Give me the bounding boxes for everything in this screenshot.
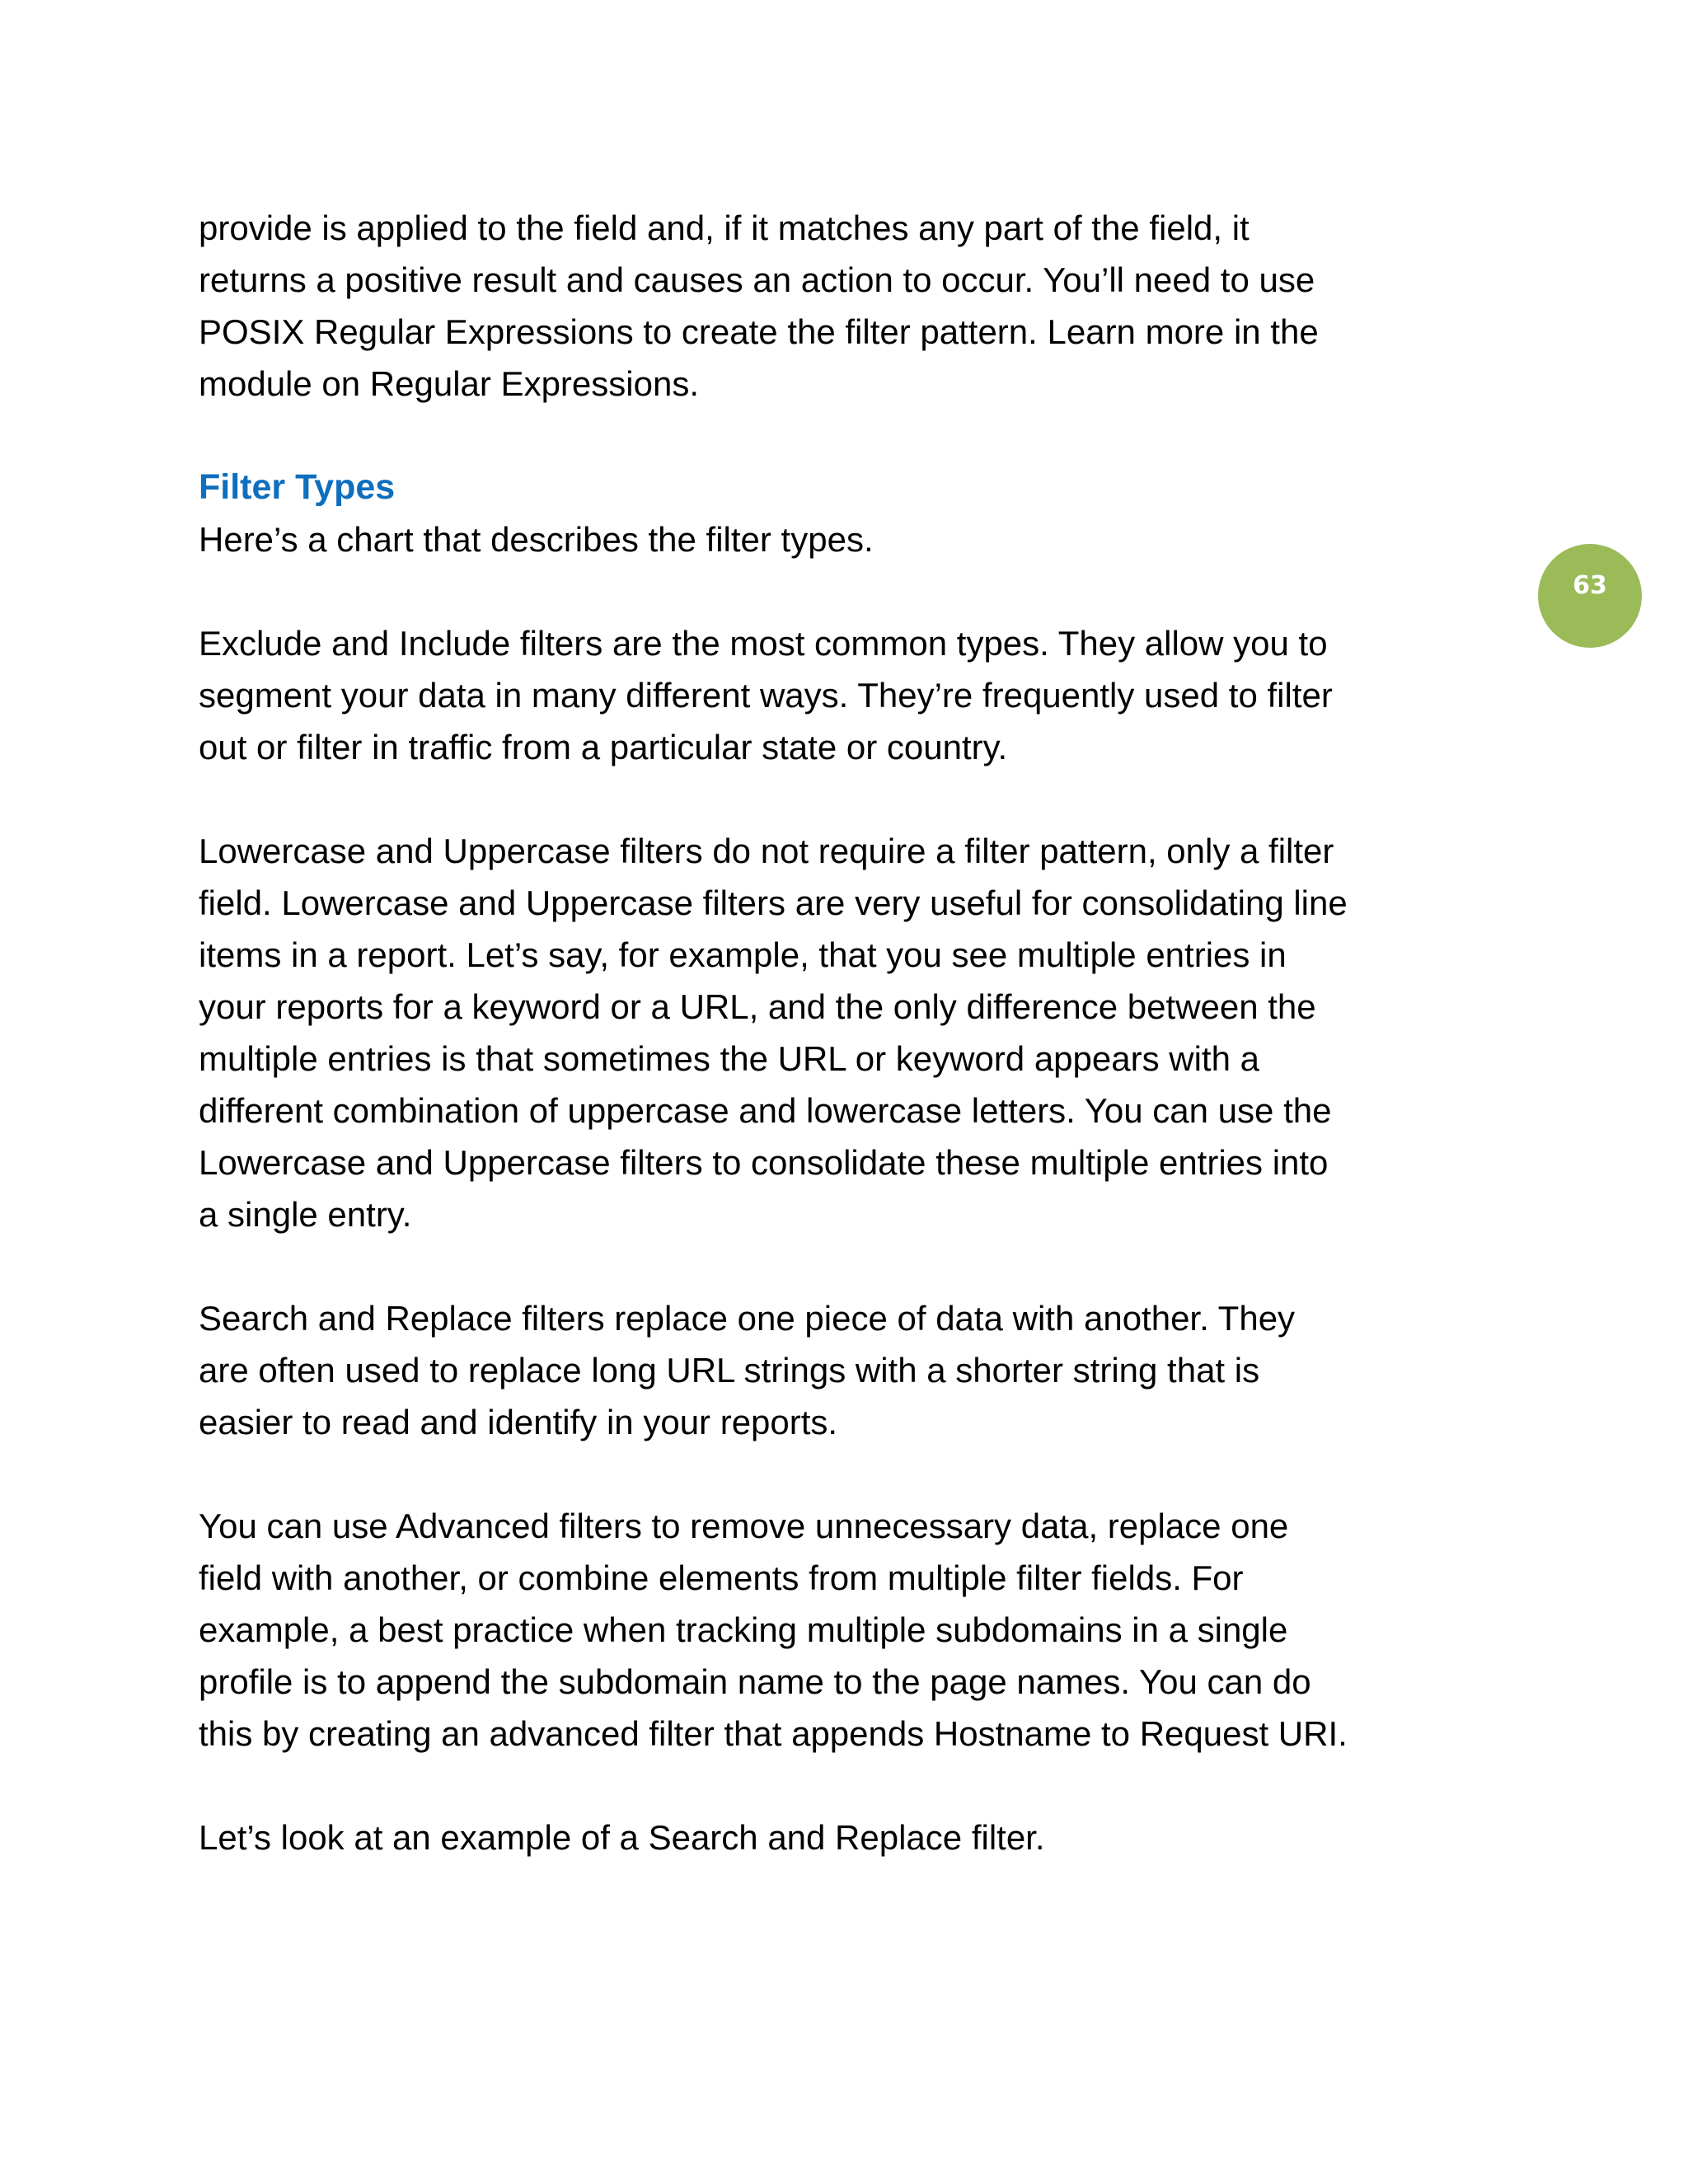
text-line: profile is to append the subdomain name to the page names. You can do [199, 1662, 1311, 1701]
text-line: module on Regular Expressions. [199, 364, 699, 403]
text-line: Search and Replace filters replace one piece of data with another. They [199, 1299, 1296, 1338]
page-number: 63 [1573, 571, 1607, 600]
page-content [199, 202, 1501, 1863]
text-line: field. Lowercase and Uppercase filters are very useful for consolidating line [199, 883, 1348, 922]
text-line: segment your data in many different ways. They’re frequently used to filter [199, 676, 1333, 715]
text-line: Exclude and Include filters are the most common types. They allow you to [199, 624, 1328, 663]
text-line: a single entry. [199, 1195, 412, 1234]
paragraph-exclude-include [199, 617, 1501, 773]
text-line: multiple entries is that sometimes the URL or keyword appears with a [199, 1039, 1259, 1078]
spacer [199, 410, 1501, 462]
text-line: Lowercase and Uppercase filters to consolidate these multiple entries into [199, 1143, 1329, 1182]
spacer [199, 773, 1501, 825]
page-number-badge [1538, 544, 1642, 648]
section-heading: Filter Types [199, 467, 396, 507]
paragraph-case-filters [199, 825, 1501, 1240]
text-line: You can use Advanced filters to remove unnecessary data, replace one [199, 1507, 1289, 1545]
paragraph-search-replace [199, 1292, 1501, 1448]
text-line: example, a best practice when tracking multiple subdomains in a single [199, 1610, 1288, 1649]
spacer [199, 1448, 1501, 1500]
text-line: provide is applied to the field and, if it matches any part of the field, it [199, 209, 1250, 247]
text-line: this by creating an advanced filter that appends Hostname to Request URI. [199, 1714, 1348, 1753]
chart-intro [199, 513, 1501, 565]
paragraph-intro [199, 202, 1501, 410]
paragraph-advanced [199, 1500, 1501, 1760]
text-line: Let’s look at an example of a Search and Replace filter. [199, 1818, 1045, 1857]
closing-line [199, 1811, 1501, 1863]
text-line: Lowercase and Uppercase filters do not require a filter pattern, only a filter [199, 832, 1334, 870]
text-line: are often used to replace long URL strings with a shorter string that is [199, 1351, 1260, 1390]
text-line: different combination of uppercase and lowercase letters. You can use the [199, 1091, 1332, 1130]
text-line: items in a report. Let’s say, for example, that you see multiple entries in [199, 935, 1287, 974]
text-line: easier to read and identify in your reports. [199, 1403, 838, 1441]
text-line: out or filter in traffic from a particular state or country. [199, 728, 1008, 766]
spacer [199, 565, 1501, 617]
text-line: returns a positive result and causes an action to occur. You’ll need to use [199, 260, 1315, 299]
text-line: POSIX Regular Expressions to create the filter pattern. Learn more in the [199, 312, 1319, 351]
spacer [199, 1240, 1501, 1292]
text-line: field with another, or combine elements from multiple filter fields. For [199, 1558, 1244, 1597]
text-line: Here’s a chart that describes the filter types. [199, 520, 874, 559]
text-line: your reports for a keyword or a URL, and the only difference between the [199, 987, 1316, 1026]
spacer [199, 1760, 1501, 1811]
